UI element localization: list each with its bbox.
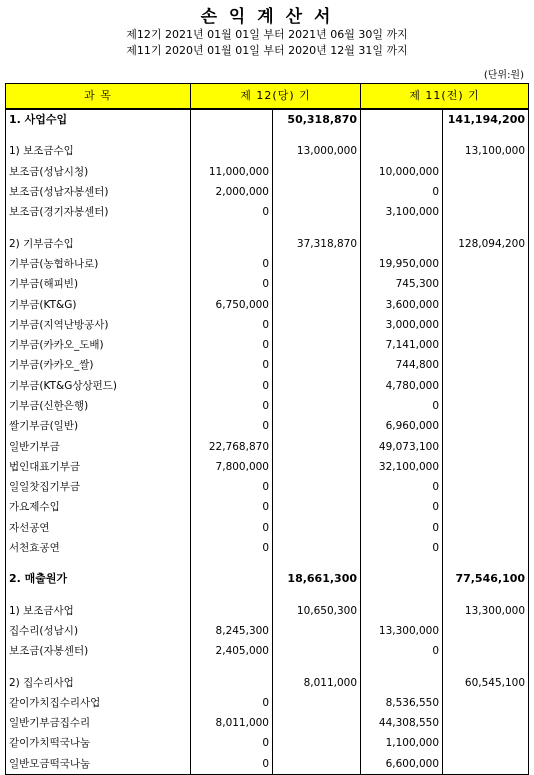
current-detail-cell: 0 <box>191 254 273 274</box>
current-total-cell <box>273 396 361 416</box>
account-name-cell: 자선공연 <box>6 518 191 538</box>
current-total-cell <box>273 518 361 538</box>
prior-detail-cell: 49,073,100 <box>361 436 443 456</box>
current-detail-cell: 0 <box>191 754 273 775</box>
prior-total-cell <box>443 621 529 641</box>
account-name-cell: 1. 사업수입 <box>6 109 191 130</box>
prior-detail-cell: 19,950,000 <box>361 254 443 274</box>
current-total-cell: 8,011,000 <box>273 672 361 692</box>
subtotal-row <box>6 141 529 161</box>
current-detail-cell: 0 <box>191 355 273 375</box>
table-row <box>6 162 529 182</box>
prior-detail-cell: 8,536,550 <box>361 693 443 713</box>
account-name-cell: 서천효공연 <box>6 538 191 558</box>
prior-total-cell: 13,300,000 <box>443 601 529 621</box>
spacer-cell <box>6 661 191 672</box>
prior-total-cell <box>443 497 529 517</box>
table-row <box>6 518 529 538</box>
current-total-cell <box>273 754 361 775</box>
current-total-cell <box>273 182 361 202</box>
prior-detail-cell: 0 <box>361 641 443 661</box>
spacer-cell <box>443 558 529 569</box>
spacer-cell <box>273 222 361 233</box>
current-detail-cell: 0 <box>191 315 273 335</box>
income-statement-table <box>5 83 529 775</box>
prior-detail-cell: 6,600,000 <box>361 754 443 775</box>
table-row <box>6 182 529 202</box>
current-total-cell: 50,318,870 <box>273 109 361 130</box>
prior-detail-cell: 0 <box>361 497 443 517</box>
current-detail-cell <box>191 601 273 621</box>
current-total-cell <box>273 335 361 355</box>
table-row <box>6 713 529 733</box>
account-name-cell: 보조금(경기자봉센터) <box>6 202 191 222</box>
prior-total-cell: 60,545,100 <box>443 672 529 692</box>
current-detail-cell: 2,000,000 <box>191 182 273 202</box>
table-header-row <box>6 84 529 110</box>
prior-total-cell <box>443 202 529 222</box>
current-total-cell <box>273 202 361 222</box>
current-detail-cell: 8,011,000 <box>191 713 273 733</box>
current-detail-cell: 7,800,000 <box>191 457 273 477</box>
table-row <box>6 641 529 661</box>
spacer-cell <box>361 222 443 233</box>
prior-detail-cell: 1,100,000 <box>361 733 443 753</box>
prior-total-cell: 128,094,200 <box>443 233 529 253</box>
current-total-cell <box>273 254 361 274</box>
current-total-cell <box>273 713 361 733</box>
current-total-cell: 10,650,300 <box>273 601 361 621</box>
prior-detail-cell: 0 <box>361 477 443 497</box>
subtotal-row <box>6 233 529 253</box>
spacer-row <box>6 661 529 672</box>
spacer-cell <box>191 590 273 601</box>
prior-total-cell <box>443 754 529 775</box>
current-detail-cell: 8,245,300 <box>191 621 273 641</box>
spacer-row <box>6 590 529 601</box>
table-row <box>6 754 529 775</box>
prior-total-cell <box>443 436 529 456</box>
table-body <box>6 109 529 774</box>
header-prior-period: 제 11(전) 기 <box>361 84 529 110</box>
current-total-cell <box>273 538 361 558</box>
prior-total-cell <box>443 376 529 396</box>
prior-total-cell <box>443 162 529 182</box>
current-detail-cell: 0 <box>191 518 273 538</box>
account-name-cell: 보조금(성남시청) <box>6 162 191 182</box>
table-row <box>6 477 529 497</box>
spacer-cell <box>273 558 361 569</box>
prior-total-cell <box>443 538 529 558</box>
prior-detail-cell: 4,780,000 <box>361 376 443 396</box>
spacer-cell <box>6 558 191 569</box>
prior-detail-cell: 3,600,000 <box>361 294 443 314</box>
spacer-cell <box>6 130 191 141</box>
spacer-row <box>6 558 529 569</box>
prior-total-cell <box>443 733 529 753</box>
table-row <box>6 457 529 477</box>
prior-total-cell <box>443 518 529 538</box>
current-detail-cell: 0 <box>191 693 273 713</box>
spacer-cell <box>443 590 529 601</box>
header-item: 과 목 <box>6 84 191 110</box>
table-row <box>6 497 529 517</box>
account-name-cell: 집수리(성남시) <box>6 621 191 641</box>
account-name-cell: 1) 보조금수입 <box>6 141 191 161</box>
current-detail-cell <box>191 109 273 130</box>
current-total-cell <box>273 416 361 436</box>
account-name-cell: 일반기부금 <box>6 436 191 456</box>
current-detail-cell: 0 <box>191 202 273 222</box>
account-name-cell: 보조금(자봉센터) <box>6 641 191 661</box>
current-detail-cell: 0 <box>191 335 273 355</box>
prior-total-cell <box>443 477 529 497</box>
current-total-cell <box>273 733 361 753</box>
current-total-cell: 18,661,300 <box>273 569 361 589</box>
section-row <box>6 569 529 589</box>
prior-detail-cell: 0 <box>361 182 443 202</box>
table-row <box>6 621 529 641</box>
spacer-cell <box>191 558 273 569</box>
prior-detail-cell: 6,960,000 <box>361 416 443 436</box>
prior-detail-cell: 32,100,000 <box>361 457 443 477</box>
current-detail-cell <box>191 672 273 692</box>
account-name-cell: 기부금(지역난방공사) <box>6 315 191 335</box>
current-detail-cell: 0 <box>191 416 273 436</box>
prior-detail-cell: 44,308,550 <box>361 713 443 733</box>
account-name-cell: 같이가치떡국나눔 <box>6 733 191 753</box>
spacer-cell <box>361 558 443 569</box>
account-name-cell: 1) 보조금사업 <box>6 601 191 621</box>
table-row <box>6 202 529 222</box>
current-detail-cell: 0 <box>191 396 273 416</box>
spacer-cell <box>273 130 361 141</box>
current-total-cell <box>273 497 361 517</box>
current-detail-cell: 0 <box>191 497 273 517</box>
prior-total-cell: 141,194,200 <box>443 109 529 130</box>
account-name-cell: 일반기부금집수리 <box>6 713 191 733</box>
prior-detail-cell: 0 <box>361 518 443 538</box>
current-detail-cell: 0 <box>191 376 273 396</box>
prior-total-cell <box>443 641 529 661</box>
prior-detail-cell: 3,100,000 <box>361 202 443 222</box>
table-row <box>6 315 529 335</box>
account-name-cell: 일반모금떡국나눔 <box>6 754 191 775</box>
account-name-cell: 기부금(해피빈) <box>6 274 191 294</box>
prior-detail-cell: 0 <box>361 396 443 416</box>
current-detail-cell: 11,000,000 <box>191 162 273 182</box>
table-row <box>6 733 529 753</box>
spacer-row <box>6 222 529 233</box>
table-row <box>6 416 529 436</box>
table-row <box>6 376 529 396</box>
prior-total-cell <box>443 294 529 314</box>
prior-total-cell <box>443 254 529 274</box>
prior-detail-cell: 10,000,000 <box>361 162 443 182</box>
prior-total-cell <box>443 693 529 713</box>
prior-total-cell <box>443 355 529 375</box>
current-period-label: 제12기 2021년 01월 01일 부터 2021년 06월 30일 까지 <box>126 28 408 41</box>
current-detail-cell: 22,768,870 <box>191 436 273 456</box>
current-total-cell <box>273 274 361 294</box>
header-current-period: 제 12(당) 기 <box>191 84 361 110</box>
prior-total-cell <box>443 315 529 335</box>
prior-detail-cell <box>361 141 443 161</box>
spacer-cell <box>6 222 191 233</box>
prior-detail-cell <box>361 569 443 589</box>
account-name-cell: 쌀기부금(일반) <box>6 416 191 436</box>
current-total-cell <box>273 162 361 182</box>
spacer-cell <box>191 661 273 672</box>
prior-total-cell <box>443 713 529 733</box>
prior-total-cell <box>443 457 529 477</box>
current-total-cell <box>273 294 361 314</box>
account-name-cell: 일일찻집기부금 <box>6 477 191 497</box>
spacer-cell <box>273 661 361 672</box>
current-total-cell: 13,000,000 <box>273 141 361 161</box>
current-detail-cell <box>191 141 273 161</box>
prior-detail-cell <box>361 233 443 253</box>
subtotal-row <box>6 601 529 621</box>
current-detail-cell: 0 <box>191 733 273 753</box>
account-name-cell: 기부금(농협하나로) <box>6 254 191 274</box>
account-name-cell: 같이가치집수리사업 <box>6 693 191 713</box>
prior-detail-cell: 745,300 <box>361 274 443 294</box>
current-detail-cell <box>191 569 273 589</box>
table-row <box>6 335 529 355</box>
table-row <box>6 538 529 558</box>
current-total-cell <box>273 376 361 396</box>
account-name-cell: 2) 집수리사업 <box>6 672 191 692</box>
unit-label: (단위:원) <box>483 70 524 81</box>
current-total-cell <box>273 641 361 661</box>
section-row <box>6 109 529 130</box>
table-row <box>6 436 529 456</box>
prior-detail-cell: 3,000,000 <box>361 315 443 335</box>
spacer-cell <box>443 130 529 141</box>
prior-total-cell <box>443 416 529 436</box>
spacer-cell <box>6 590 191 601</box>
current-total-cell <box>273 315 361 335</box>
spacer-cell <box>273 590 361 601</box>
prior-total-cell: 77,546,100 <box>443 569 529 589</box>
table-row <box>6 355 529 375</box>
spacer-cell <box>443 222 529 233</box>
account-name-cell: 기부금(카카오_도배) <box>6 335 191 355</box>
current-detail-cell: 2,405,000 <box>191 641 273 661</box>
subtotal-row <box>6 672 529 692</box>
prior-detail-cell <box>361 109 443 130</box>
account-name-cell: 가요제수입 <box>6 497 191 517</box>
prior-total-cell <box>443 182 529 202</box>
prior-detail-cell: 13,300,000 <box>361 621 443 641</box>
account-name-cell: 보조금(성남자봉센터) <box>6 182 191 202</box>
statement-title: 손 익 계 산 서 <box>200 7 334 27</box>
account-name-cell: 기부금(신한은행) <box>6 396 191 416</box>
spacer-cell <box>443 661 529 672</box>
spacer-cell <box>191 222 273 233</box>
spacer-cell <box>361 661 443 672</box>
prior-detail-cell <box>361 672 443 692</box>
current-detail-cell: 0 <box>191 274 273 294</box>
spacer-cell <box>361 590 443 601</box>
current-detail-cell <box>191 233 273 253</box>
prior-total-cell <box>443 396 529 416</box>
account-name-cell: 기부금(KT&G상상펀드) <box>6 376 191 396</box>
current-total-cell <box>273 477 361 497</box>
prior-total-cell: 13,100,000 <box>443 141 529 161</box>
account-name-cell: 기부금(카카오_쌀) <box>6 355 191 375</box>
account-name-cell: 2. 매출원가 <box>6 569 191 589</box>
current-total-cell <box>273 693 361 713</box>
current-detail-cell: 6,750,000 <box>191 294 273 314</box>
current-total-cell <box>273 457 361 477</box>
current-total-cell <box>273 355 361 375</box>
table-row <box>6 274 529 294</box>
table-row <box>6 693 529 713</box>
current-total-cell <box>273 621 361 641</box>
table-row <box>6 254 529 274</box>
current-detail-cell: 0 <box>191 538 273 558</box>
spacer-cell <box>361 130 443 141</box>
prior-period-label: 제11기 2020년 01월 01일 부터 2020년 12월 31일 까지 <box>126 44 408 57</box>
account-name-cell: 기부금(KT&G) <box>6 294 191 314</box>
prior-detail-cell <box>361 601 443 621</box>
table-row <box>6 396 529 416</box>
current-total-cell <box>273 436 361 456</box>
prior-total-cell <box>443 274 529 294</box>
account-name-cell: 2) 기부금수입 <box>6 233 191 253</box>
prior-detail-cell: 744,800 <box>361 355 443 375</box>
current-detail-cell: 0 <box>191 477 273 497</box>
prior-detail-cell: 0 <box>361 538 443 558</box>
table-row <box>6 294 529 314</box>
spacer-cell <box>191 130 273 141</box>
prior-total-cell <box>443 335 529 355</box>
prior-detail-cell: 7,141,000 <box>361 335 443 355</box>
account-name-cell: 법인대표기부금 <box>6 457 191 477</box>
current-total-cell: 37,318,870 <box>273 233 361 253</box>
spacer-row <box>6 130 529 141</box>
